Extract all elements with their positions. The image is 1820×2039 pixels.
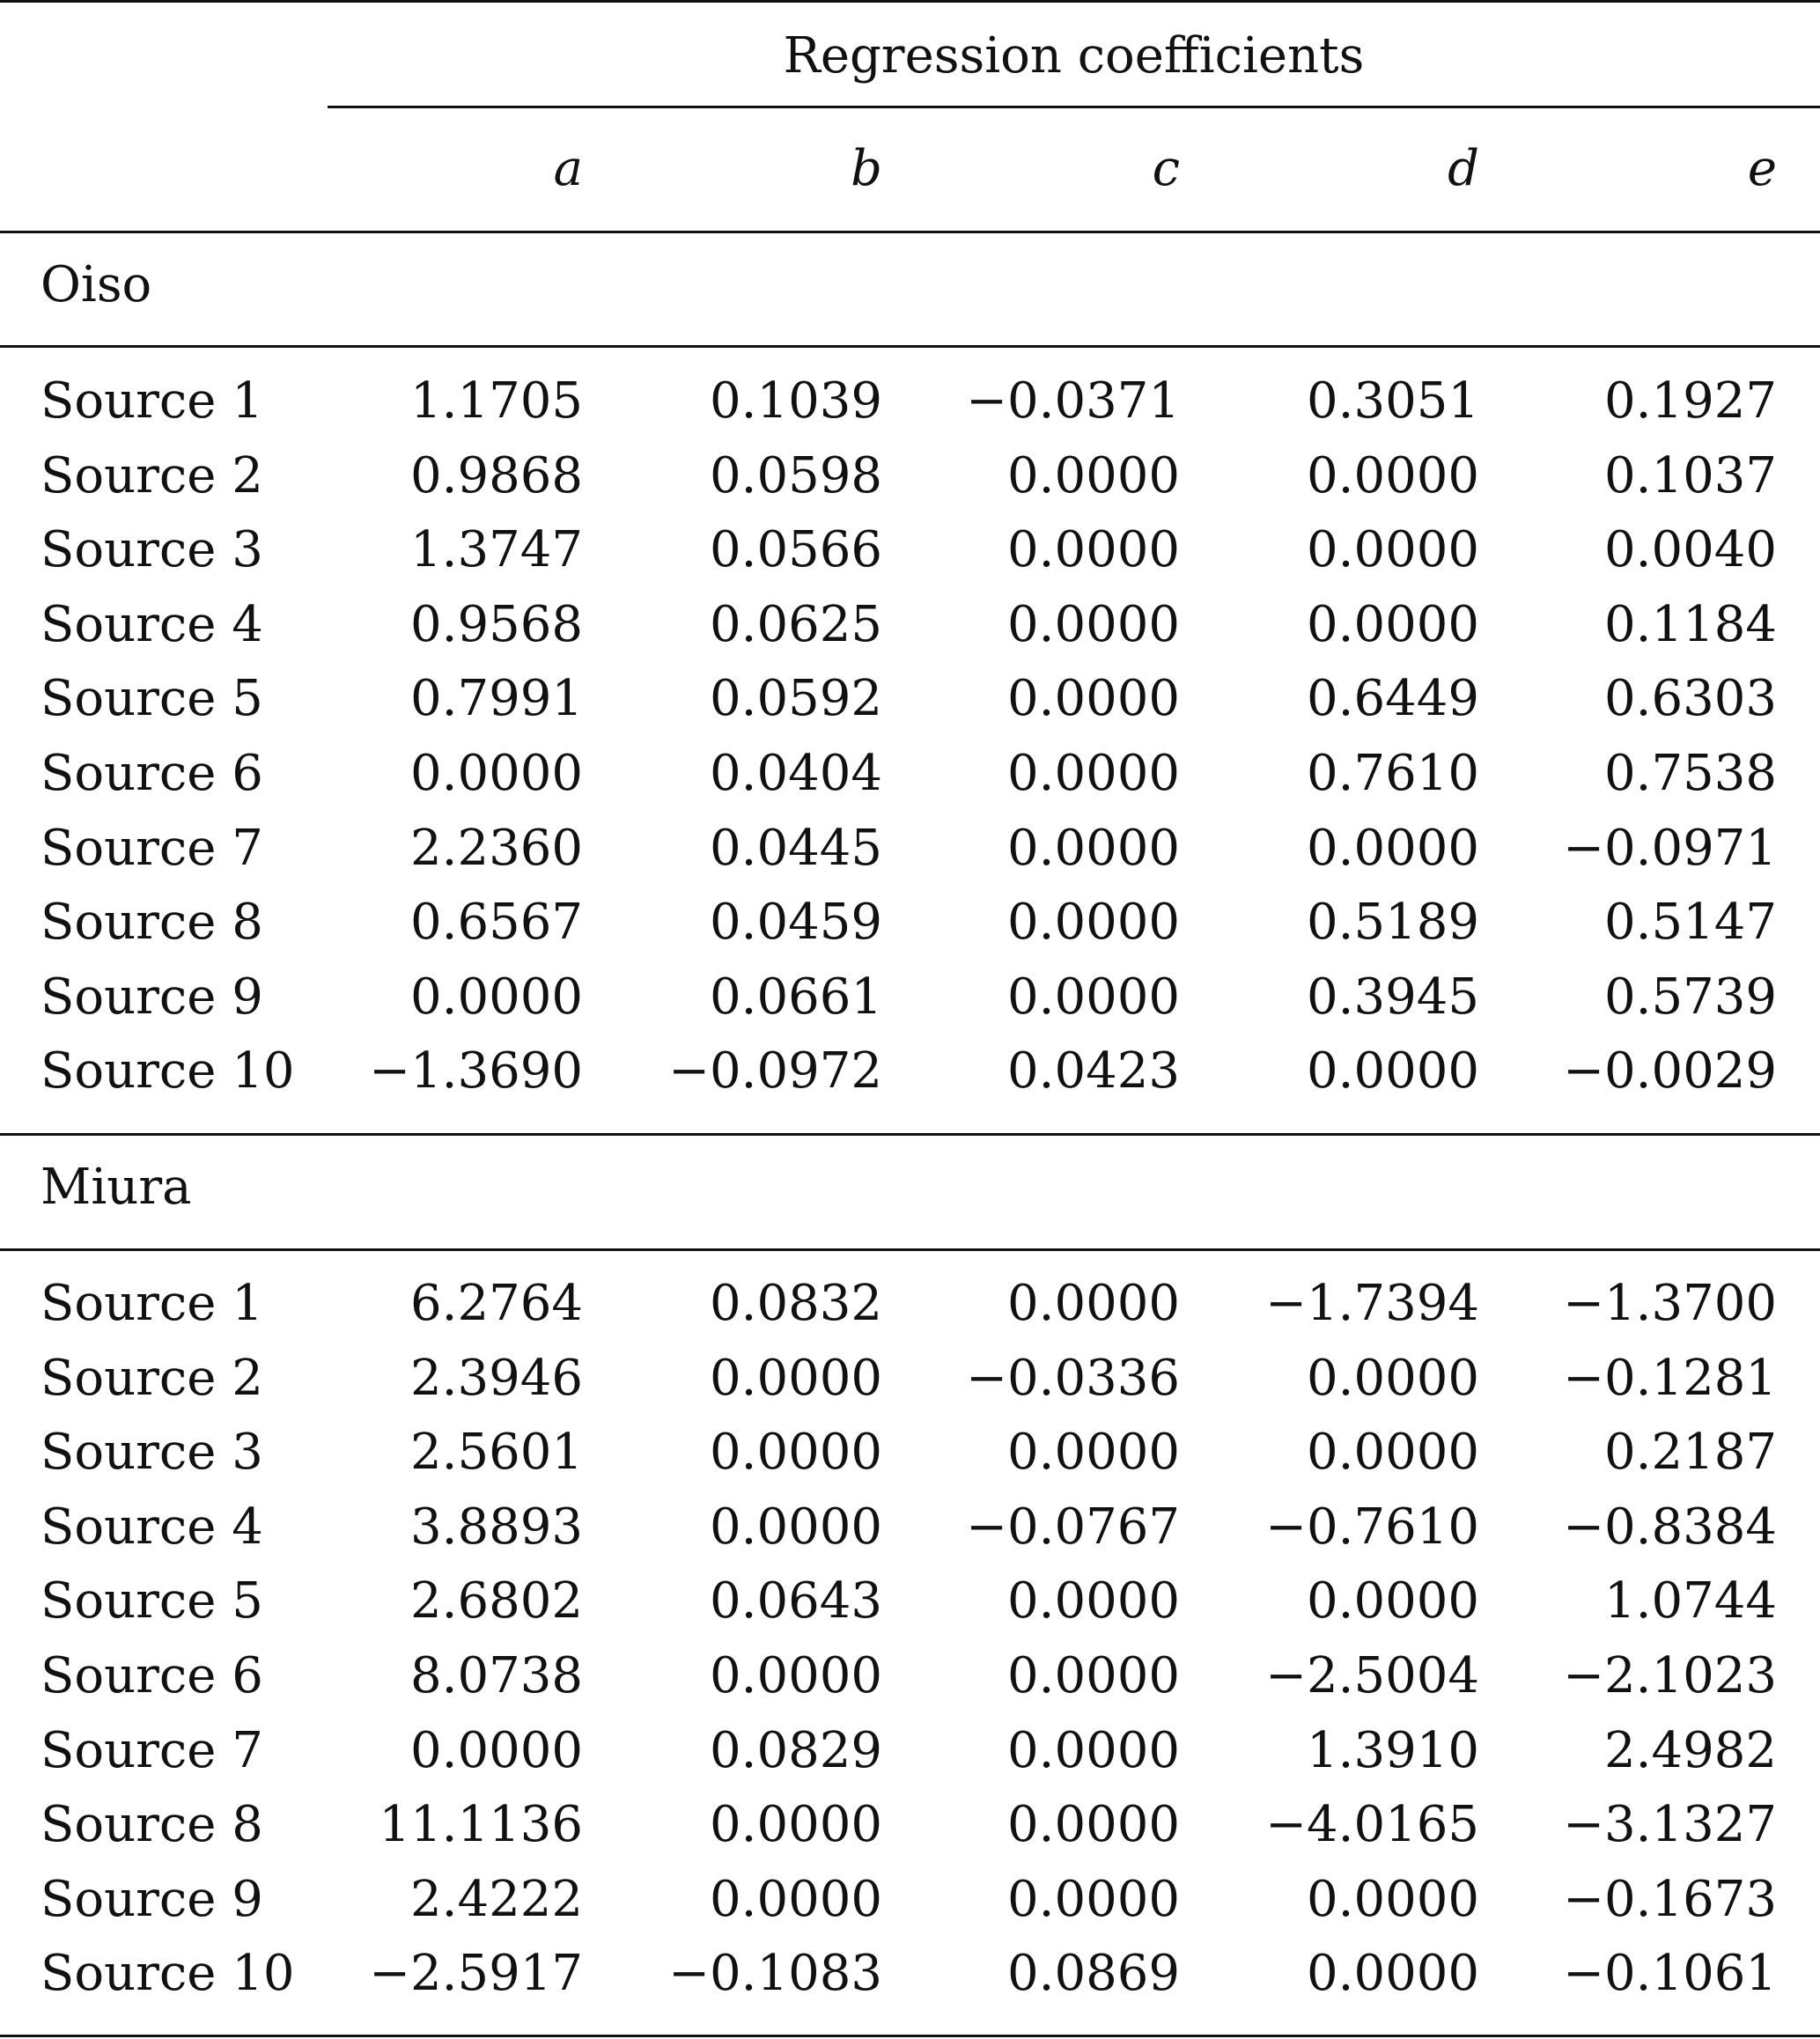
oiso-row-5-label: Source 5 <box>41 670 263 728</box>
oiso-row-9-d-value: 0.3945 <box>1307 968 1479 1026</box>
miura-row-3-d-value: 0.0000 <box>1307 1424 1479 1482</box>
miura-row-3-c-value: 0.0000 <box>1007 1424 1180 1482</box>
oiso-row-9-b-value: 0.0661 <box>710 968 882 1026</box>
oiso-row-8-c-value: 0.0000 <box>1007 894 1180 952</box>
oiso-row-3-d-value: 0.0000 <box>1307 521 1479 579</box>
miura-row-6-c-value: 0.0000 <box>1007 1647 1180 1704</box>
oiso-row-1-c-value: −0.0371 <box>966 372 1180 430</box>
oiso-row-9-e-value: 0.5739 <box>1604 968 1777 1026</box>
oiso-row-3-e-value: 0.0040 <box>1604 521 1777 579</box>
oiso-row-10-label: Source 10 <box>41 1042 295 1100</box>
section-separator-rule <box>0 1133 1820 1136</box>
oiso-row-2-label: Source 2 <box>41 446 263 504</box>
miura-row-1-b-value: 0.0832 <box>710 1275 882 1332</box>
oiso-row-4-a-value: 0.9568 <box>410 595 583 653</box>
top-rule <box>0 0 1820 3</box>
oiso-row-3-b-value: 0.0566 <box>710 521 882 579</box>
miura-row-6-e-value: −2.1023 <box>1563 1647 1777 1704</box>
oiso-row-5-c-value: 0.0000 <box>1007 670 1180 728</box>
miura-row-7-a-value: 0.0000 <box>410 1721 583 1779</box>
section-rule-oiso <box>0 345 1820 348</box>
oiso-row-7-label: Source 7 <box>41 819 263 877</box>
miura-row-4-e-value: −0.8384 <box>1563 1498 1777 1556</box>
miura-row-3-a-value: 2.5601 <box>410 1424 583 1482</box>
miura-row-4-a-value: 3.8893 <box>410 1498 583 1556</box>
oiso-row-5-d-value: 0.6449 <box>1307 670 1479 728</box>
miura-row-10-label: Source 10 <box>41 1945 295 2003</box>
miura-row-5-c-value: 0.0000 <box>1007 1572 1180 1630</box>
oiso-row-1-b-value: 0.1039 <box>710 372 882 430</box>
miura-row-7-c-value: 0.0000 <box>1007 1721 1180 1779</box>
oiso-row-4-label: Source 4 <box>41 595 263 653</box>
column-header-c: c <box>1152 140 1180 197</box>
miura-row-4-label: Source 4 <box>41 1498 263 1556</box>
miura-row-2-label: Source 2 <box>41 1349 263 1407</box>
oiso-row-5-e-value: 0.6303 <box>1604 670 1777 728</box>
miura-row-7-b-value: 0.0829 <box>710 1721 882 1779</box>
oiso-row-10-e-value: −0.0029 <box>1563 1042 1777 1100</box>
oiso-row-7-c-value: 0.0000 <box>1007 819 1180 877</box>
oiso-row-4-e-value: 0.1184 <box>1604 595 1777 653</box>
oiso-row-6-c-value: 0.0000 <box>1007 745 1180 802</box>
miura-row-8-c-value: 0.0000 <box>1007 1796 1180 1854</box>
section-title-oiso: Oiso <box>41 256 152 313</box>
oiso-row-3-a-value: 1.3747 <box>410 521 583 579</box>
miura-row-5-a-value: 2.6802 <box>410 1572 583 1630</box>
miura-row-10-b-value: −0.1083 <box>668 1945 882 2003</box>
miura-row-1-c-value: 0.0000 <box>1007 1275 1180 1332</box>
miura-row-9-d-value: 0.0000 <box>1307 1870 1479 1928</box>
miura-row-4-b-value: 0.0000 <box>710 1498 882 1556</box>
miura-row-3-b-value: 0.0000 <box>710 1424 882 1482</box>
oiso-row-4-b-value: 0.0625 <box>710 595 882 653</box>
miura-row-8-b-value: 0.0000 <box>710 1796 882 1854</box>
oiso-row-8-label: Source 8 <box>41 894 263 952</box>
miura-row-5-d-value: 0.0000 <box>1307 1572 1479 1630</box>
oiso-row-6-a-value: 0.0000 <box>410 745 583 802</box>
spanner-header: Regression coefficients <box>783 27 1365 85</box>
oiso-row-4-c-value: 0.0000 <box>1007 595 1180 653</box>
miura-row-1-e-value: −1.3700 <box>1563 1275 1777 1332</box>
miura-row-3-label: Source 3 <box>41 1424 263 1482</box>
oiso-row-9-label: Source 9 <box>41 968 263 1026</box>
miura-row-6-a-value: 8.0738 <box>410 1647 583 1704</box>
miura-row-2-c-value: −0.0336 <box>966 1349 1180 1407</box>
oiso-row-1-d-value: 0.3051 <box>1307 372 1479 430</box>
miura-row-2-d-value: 0.0000 <box>1307 1349 1479 1407</box>
oiso-row-7-a-value: 2.2360 <box>410 819 583 877</box>
miura-row-7-d-value: 1.3910 <box>1307 1721 1479 1779</box>
oiso-row-1-e-value: 0.1927 <box>1604 372 1777 430</box>
miura-row-9-a-value: 2.4222 <box>410 1870 583 1928</box>
oiso-row-8-e-value: 0.5147 <box>1604 894 1777 952</box>
miura-row-2-e-value: −0.1281 <box>1563 1349 1777 1407</box>
miura-row-1-label: Source 1 <box>41 1275 263 1332</box>
oiso-row-10-a-value: −1.3690 <box>369 1042 583 1100</box>
miura-row-3-e-value: 0.2187 <box>1604 1424 1777 1482</box>
oiso-row-2-c-value: 0.0000 <box>1007 446 1180 504</box>
column-header-e: e <box>1747 140 1777 197</box>
miura-row-5-label: Source 5 <box>41 1572 263 1630</box>
oiso-row-8-b-value: 0.0459 <box>710 894 882 952</box>
oiso-row-4-d-value: 0.0000 <box>1307 595 1479 653</box>
miura-row-9-c-value: 0.0000 <box>1007 1870 1180 1928</box>
oiso-row-7-d-value: 0.0000 <box>1307 819 1479 877</box>
oiso-row-6-e-value: 0.7538 <box>1604 745 1777 802</box>
miura-row-7-label: Source 7 <box>41 1721 263 1779</box>
oiso-row-10-d-value: 0.0000 <box>1307 1042 1479 1100</box>
miura-row-10-e-value: −0.1061 <box>1563 1945 1777 2003</box>
miura-row-6-label: Source 6 <box>41 1647 263 1704</box>
miura-row-5-e-value: 1.0744 <box>1604 1572 1777 1630</box>
miura-row-9-e-value: −0.1673 <box>1563 1870 1777 1928</box>
oiso-row-10-c-value: 0.0423 <box>1007 1042 1180 1100</box>
miura-row-8-d-value: −4.0165 <box>1265 1796 1479 1854</box>
miura-row-9-label: Source 9 <box>41 1870 263 1928</box>
oiso-row-6-d-value: 0.7610 <box>1307 745 1479 802</box>
miura-row-9-b-value: 0.0000 <box>710 1870 882 1928</box>
miura-row-6-b-value: 0.0000 <box>710 1647 882 1704</box>
oiso-row-8-a-value: 0.6567 <box>410 894 583 952</box>
miura-row-8-a-value: 11.1136 <box>379 1796 583 1854</box>
column-header-b: b <box>851 140 882 197</box>
section-title-miura: Miura <box>41 1159 192 1216</box>
oiso-row-7-e-value: −0.0971 <box>1563 819 1777 877</box>
miura-row-2-b-value: 0.0000 <box>710 1349 882 1407</box>
oiso-row-6-b-value: 0.0404 <box>710 745 882 802</box>
oiso-row-5-a-value: 0.7991 <box>410 670 583 728</box>
oiso-row-9-a-value: 0.0000 <box>410 968 583 1026</box>
oiso-row-1-label: Source 1 <box>41 372 263 430</box>
miura-row-8-e-value: −3.1327 <box>1563 1796 1777 1854</box>
oiso-row-3-c-value: 0.0000 <box>1007 521 1180 579</box>
miura-row-5-b-value: 0.0643 <box>710 1572 882 1630</box>
miura-row-10-a-value: −2.5917 <box>369 1945 583 2003</box>
miura-row-10-d-value: 0.0000 <box>1307 1945 1479 2003</box>
oiso-row-2-b-value: 0.0598 <box>710 446 882 504</box>
miura-row-8-label: Source 8 <box>41 1796 263 1854</box>
oiso-row-6-label: Source 6 <box>41 745 263 802</box>
oiso-row-7-b-value: 0.0445 <box>710 819 882 877</box>
miura-row-2-a-value: 2.3946 <box>410 1349 583 1407</box>
miura-row-1-d-value: −1.7394 <box>1265 1275 1479 1332</box>
oiso-row-5-b-value: 0.0592 <box>710 670 882 728</box>
miura-row-1-a-value: 6.2764 <box>410 1275 583 1332</box>
oiso-row-2-e-value: 0.1037 <box>1604 446 1777 504</box>
miura-row-7-e-value: 2.4982 <box>1604 1721 1777 1779</box>
miura-row-4-c-value: −0.0767 <box>966 1498 1180 1556</box>
oiso-row-10-b-value: −0.0972 <box>668 1042 882 1100</box>
oiso-row-9-c-value: 0.0000 <box>1007 968 1180 1026</box>
column-header-d: d <box>1448 140 1479 197</box>
column-header-a: a <box>553 140 583 197</box>
miura-row-10-c-value: 0.0869 <box>1007 1945 1180 2003</box>
oiso-row-3-label: Source 3 <box>41 521 263 579</box>
header-rule <box>0 231 1820 233</box>
oiso-row-1-a-value: 1.1705 <box>410 372 583 430</box>
section-rule-miura <box>0 1248 1820 1251</box>
miura-row-6-d-value: −2.5004 <box>1265 1647 1479 1704</box>
miura-row-4-d-value: −0.7610 <box>1265 1498 1479 1556</box>
bottom-rule <box>0 2035 1820 2037</box>
oiso-row-2-d-value: 0.0000 <box>1307 446 1479 504</box>
spanner-rule <box>328 106 1820 108</box>
oiso-row-8-d-value: 0.5189 <box>1307 894 1479 952</box>
oiso-row-2-a-value: 0.9868 <box>410 446 583 504</box>
